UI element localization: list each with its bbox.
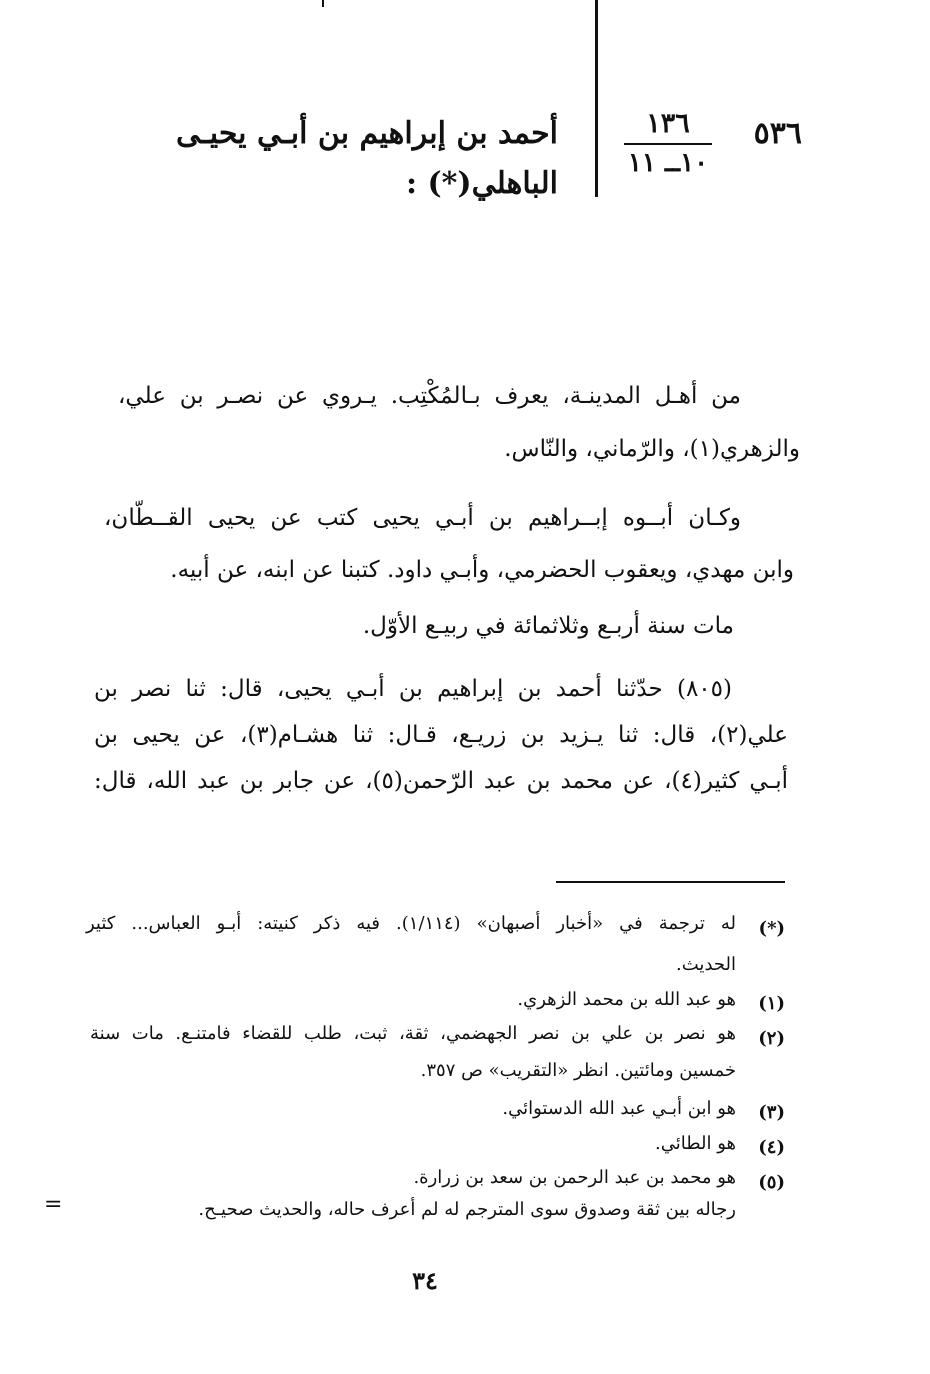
footnote-line: الحديث. [676, 954, 736, 975]
footnote-line: هو نصر بن علي بن نصر الجهضمي، ثقة، ثبت، طلب للقضاء فامتنـع. مات سنة [90, 1023, 736, 1044]
body-line: من أهـل المدينـة، يعرف بـالمُكْتِب. يـروي عن نصـر بن علي، [118, 383, 741, 409]
footnote-mark: (٢) [758, 1028, 785, 1049]
footnote-mark: (*) [758, 918, 785, 939]
body-line: وكـان أبــوه إبــراهيم بن أبـي يحيى كتب عن يحيى القــطّان، [104, 505, 741, 531]
page-number: ٣٤ [412, 1266, 438, 1295]
header-vertical-rule [595, 0, 598, 197]
footnote-line: رجاله بين ثقة وصدوق سوى المترجم له لم أعرف حاله، والحديث صحيـح. [198, 1199, 736, 1220]
footnote-line: هو الطائي. [655, 1133, 736, 1154]
footnote-mark: (٤) [758, 1137, 785, 1158]
entry-number: ٥٣٦ [753, 116, 802, 151]
body-line: والزهري(١)، والرّماني، والنّاس. [504, 436, 800, 462]
body-line: علي(٢)، قال: ثنا يـزيد بن زريـع، قـال: ثنا هشـام(٣)، عن يحيى بن [94, 722, 788, 748]
footnote-mark: (٣) [758, 1102, 785, 1123]
footnote-line: خمسين ومائتين. انظر «التقريب» ص ٣٥٧. [420, 1060, 736, 1081]
entry-title-line2: الباهلي(*) : [405, 166, 558, 201]
footnote-line: هو ابن أبـي عبد الله الدستوائي. [502, 1098, 736, 1119]
footnote-line: هو عبد الله بن محمد الزهري. [517, 989, 736, 1010]
fraction-bar [624, 143, 712, 145]
footnote-line: هو محمد بن عبد الرحمن بن سعد بن زرارة. [413, 1167, 736, 1188]
body-line: وابن مهدي، ويعقوب الحضرمي، وأبـي داود. كتبنا عن ابنه، عن أبيه. [170, 557, 794, 583]
footnote-line: له ترجمة في «أخبار أصبهان» (١/١١٤). فيه ذكر كنيته: أبـو العباس... كثير [86, 913, 736, 934]
body-line: أبـي كثير(٤)، عن محمد بن عبد الرّحمن(٥)، عن جابر بن عبد الله، قال: [94, 768, 789, 794]
footnote-separator [556, 881, 785, 883]
body-line: (٨٠٥) حدّثنا أحمد بن إبراهيم بن أبـي يحيى، قال: ثنا نصر بن [94, 676, 732, 702]
footnote-mark: (١) [758, 993, 785, 1014]
fraction-numerator: ١٣٦ [646, 108, 690, 139]
fraction-denominator: ١٠ــ ١١ [627, 148, 709, 178]
continuation-mark: = [44, 1192, 63, 1217]
body-line: مات سنة أربـع وثلاثمائة في ربيـع الأوّل. [362, 613, 734, 639]
entry-title-line1: أحمد بن إبراهيم بن أبـي يحيـى [175, 116, 558, 151]
footnote-mark: (٥) [758, 1172, 785, 1193]
top-edge-mark [322, 0, 324, 7]
